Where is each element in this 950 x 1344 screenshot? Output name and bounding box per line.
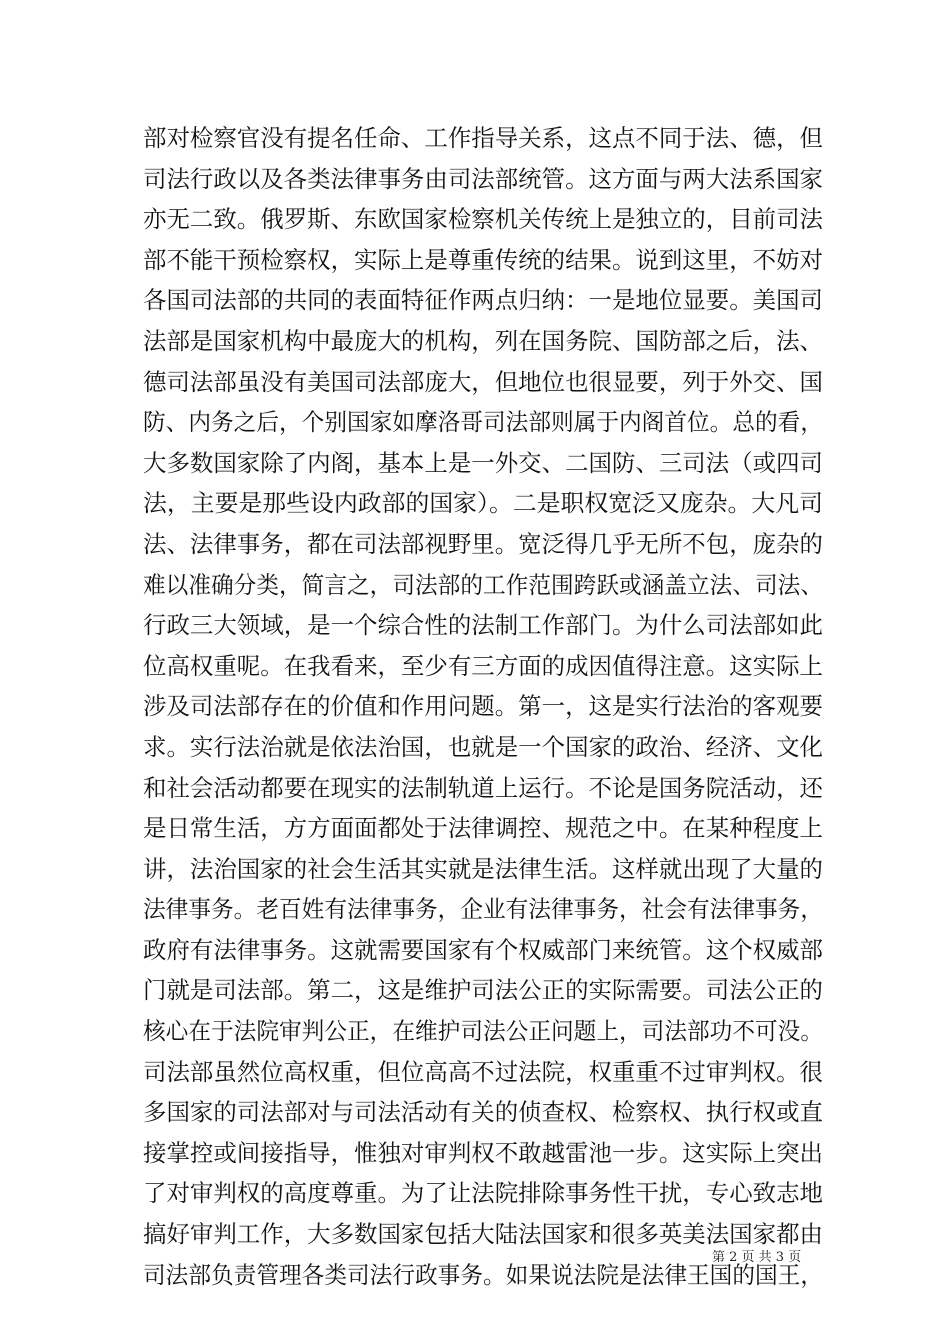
text-line: 搞好审判工作，大多数国家包括大陆法国家和很多英美法国家都由 [143,1220,823,1249]
text-line: 法律事务。老百姓有法律事务，企业有法律事务，社会有法律事务， [143,895,823,924]
text-line: 求。实行法治就是依法治国，也就是一个国家的政治、经济、文化 [143,732,823,761]
text-line: 和社会活动都要在现实的法制轨道上运行。不论是国务院活动，还 [143,773,823,802]
text-line: 行政三大领域，是一个综合性的法制工作部门。为什么司法部如此 [143,611,823,640]
text-line: 多国家的司法部对与司法活动有关的侦查权、检察权、执行权或直 [143,1098,823,1127]
text-line: 司法部负责管理各类司法行政事务。如果说法院是法律王国的国王， [143,1260,823,1289]
body-text [143,118,823,1295]
text-line: 了对审判权的高度尊重。为了让法院排除事务性干扰，专心致志地 [143,1179,823,1208]
text-line: 部对检察官没有提名任命、工作指导关系，这点不同于法、德，但 [143,124,823,152]
text-line: 各国司法部的共同的表面特征作两点归纳：一是地位显要。美国司 [143,286,823,315]
text-line: 政府有法律事务。这就需要国家有个权威部门来统管。这个权威部 [143,935,823,964]
text-line: 部不能干预检察权，实际上是尊重传统的结果。说到这里，不妨对 [143,245,823,274]
text-line: 门就是司法部。第二，这是维护司法公正的实际需要。司法公正的 [143,976,823,1005]
text-line: 涉及司法部存在的价值和作用问题。第一，这是实行法治的客观要 [143,692,823,721]
text-line: 难以准确分类，简言之，司法部的工作范围跨跃或涵盖立法、司法、 [143,570,823,599]
text-line: 德司法部虽没有美国司法部庞大，但地位也很显要，列于外交、国 [143,367,823,396]
text-line: 防、内务之后，个别国家如摩洛哥司法部则属于内阁首位。总的看， [143,408,823,437]
text-line: 接掌控或间接指导，惟独对审判权不敢越雷池一步。这实际上突出 [143,1138,823,1167]
text-line: 法部是国家机构中最庞大的机构，列在国务院、国防部之后，法、 [143,326,823,355]
text-line: 大多数国家除了内阁，基本上是一外交、二国防、三司法（或四司 [143,448,823,477]
text-line: 司法部虽然位高权重，但位高高不过法院，权重重不过审判权。很 [143,1057,823,1086]
page-number-footer: 第 2 页 共 3 页 [712,1250,802,1265]
text-line: 讲，法治国家的社会生活其实就是法律生活。这样就出现了大量的 [143,854,823,883]
text-line: 司法行政以及各类法律事务由司法部统管。这方面与两大法系国家 [143,164,823,193]
text-line: 亦无二致。俄罗斯、东欧国家检察机关传统上是独立的，目前司法 [143,205,823,234]
text-line: 法、法律事务，都在司法部视野里。宽泛得几乎无所不包，庞杂的 [143,529,823,558]
text-line: 核心在于法院审判公正，在维护司法公正问题上，司法部功不可没。 [143,1017,823,1046]
text-line: 位高权重呢。在我看来，至少有三方面的成因值得注意。这实际上 [143,651,823,680]
text-line: 法，主要是那些设内政部的国家）。二是职权宽泛又庞杂。大凡司 [143,489,823,518]
text-line: 是日常生活，方方面面都处于法律调控、规范之中。在某种程度上 [143,814,823,843]
